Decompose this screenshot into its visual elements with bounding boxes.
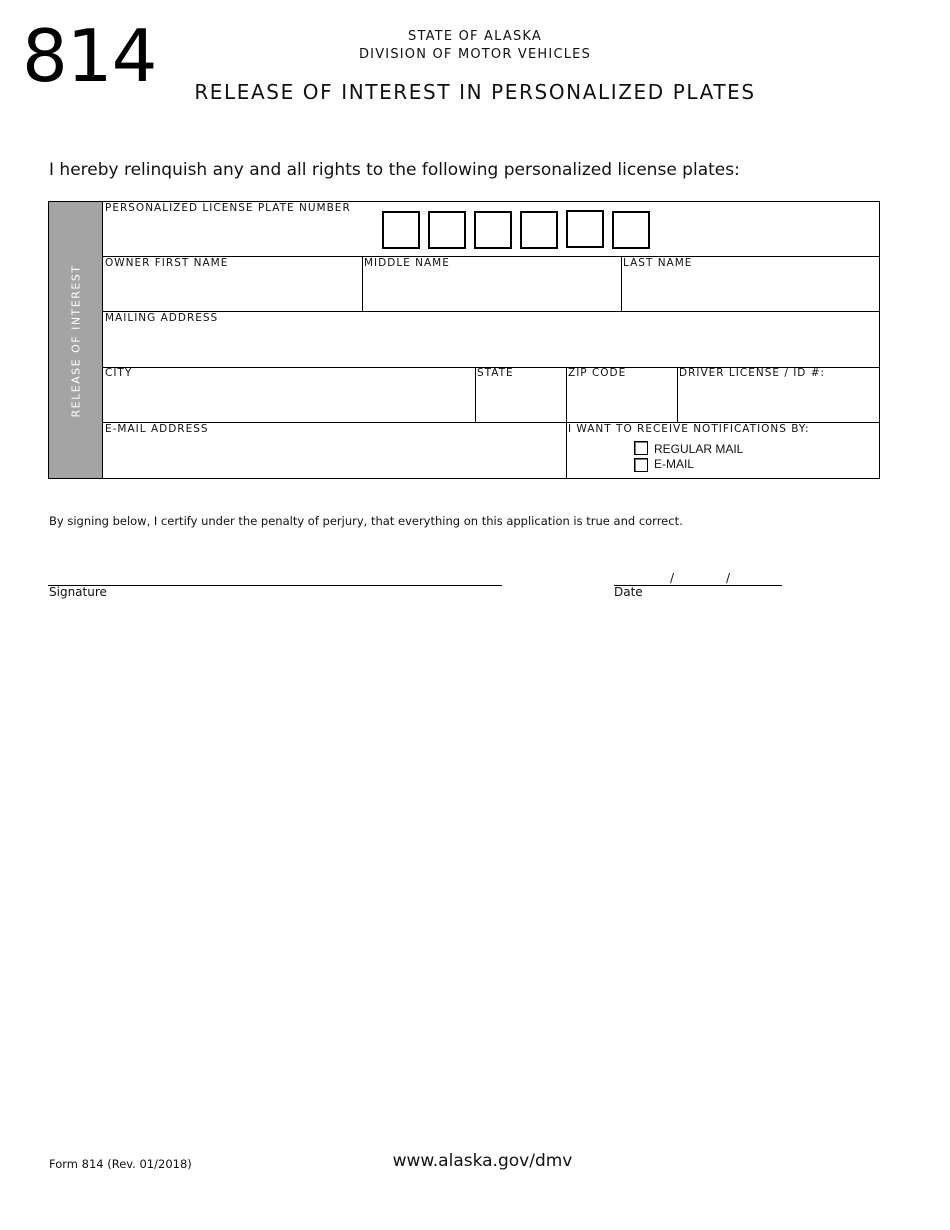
email-address-label: E-MAIL ADDRESS [105, 423, 209, 435]
side-panel [48, 201, 103, 479]
page-title: RELEASE OF INTEREST IN PERSONALIZED PLATES [194, 80, 756, 104]
date-separator: / [726, 571, 731, 585]
plate-char-box-4[interactable] [520, 211, 558, 249]
driver-license-label: DRIVER LICENSE / ID #: [679, 367, 826, 379]
regular-mail-checkbox[interactable] [634, 441, 648, 455]
last-name-field[interactable] [622, 257, 879, 310]
regular-mail-label: REGULAR MAIL [654, 442, 744, 456]
side-panel-label: RELEASE OF INTEREST [69, 264, 83, 418]
state-field[interactable] [476, 368, 565, 421]
date-label: Date [614, 585, 643, 599]
plate-char-box-2[interactable] [428, 211, 466, 249]
email-checkbox[interactable] [634, 458, 648, 472]
zip-code-field[interactable] [567, 368, 676, 421]
plate-char-box-3[interactable] [474, 211, 512, 249]
state-name: STATE OF ALASKA [408, 29, 542, 44]
owner-first-name-field[interactable] [104, 257, 361, 310]
driver-license-field[interactable] [678, 368, 879, 421]
plate-char-box-6[interactable] [612, 211, 650, 249]
intro-statement: I hereby relinquish any and all rights to the following personalized license plates: [49, 160, 740, 180]
mailing-address-field[interactable] [104, 312, 879, 366]
city-field[interactable] [104, 368, 474, 421]
owner-first-name-label: OWNER FIRST NAME [105, 257, 229, 269]
middle-name-field[interactable] [363, 257, 620, 310]
state-label: STATE [477, 367, 514, 379]
division-name: DIVISION OF MOTOR VEHICLES [358, 47, 592, 62]
plate-char-box-5[interactable] [566, 210, 604, 248]
signature-line[interactable] [48, 585, 502, 586]
email-option-label: E-MAIL [654, 457, 695, 471]
zip-code-label: ZIP CODE [568, 367, 627, 379]
notifications-label: I WANT TO RECEIVE NOTIFICATIONS BY: [568, 423, 810, 435]
form-number: 814 [22, 14, 157, 98]
signature-label: Signature [49, 585, 107, 599]
last-name-label: LAST NAME [623, 257, 693, 269]
plate-char-box-1[interactable] [382, 211, 420, 249]
mailing-address-label: MAILING ADDRESS [105, 312, 219, 324]
certification-statement: By signing below, I certify under the penalty of perjury, that everything on this application is true and correct. [49, 514, 683, 528]
date-separator: / [670, 571, 675, 585]
city-label: CITY [105, 367, 133, 379]
middle-name-label: MIDDLE NAME [364, 257, 450, 269]
agency-header [0, 28, 950, 64]
form-revision: Form 814 (Rev. 01/2018) [49, 1157, 192, 1171]
plate-number-label: PERSONALIZED LICENSE PLATE NUMBER [105, 202, 351, 214]
website-link[interactable]: www.alaska.gov/dmv [392, 1151, 573, 1171]
email-address-field[interactable] [104, 423, 565, 478]
